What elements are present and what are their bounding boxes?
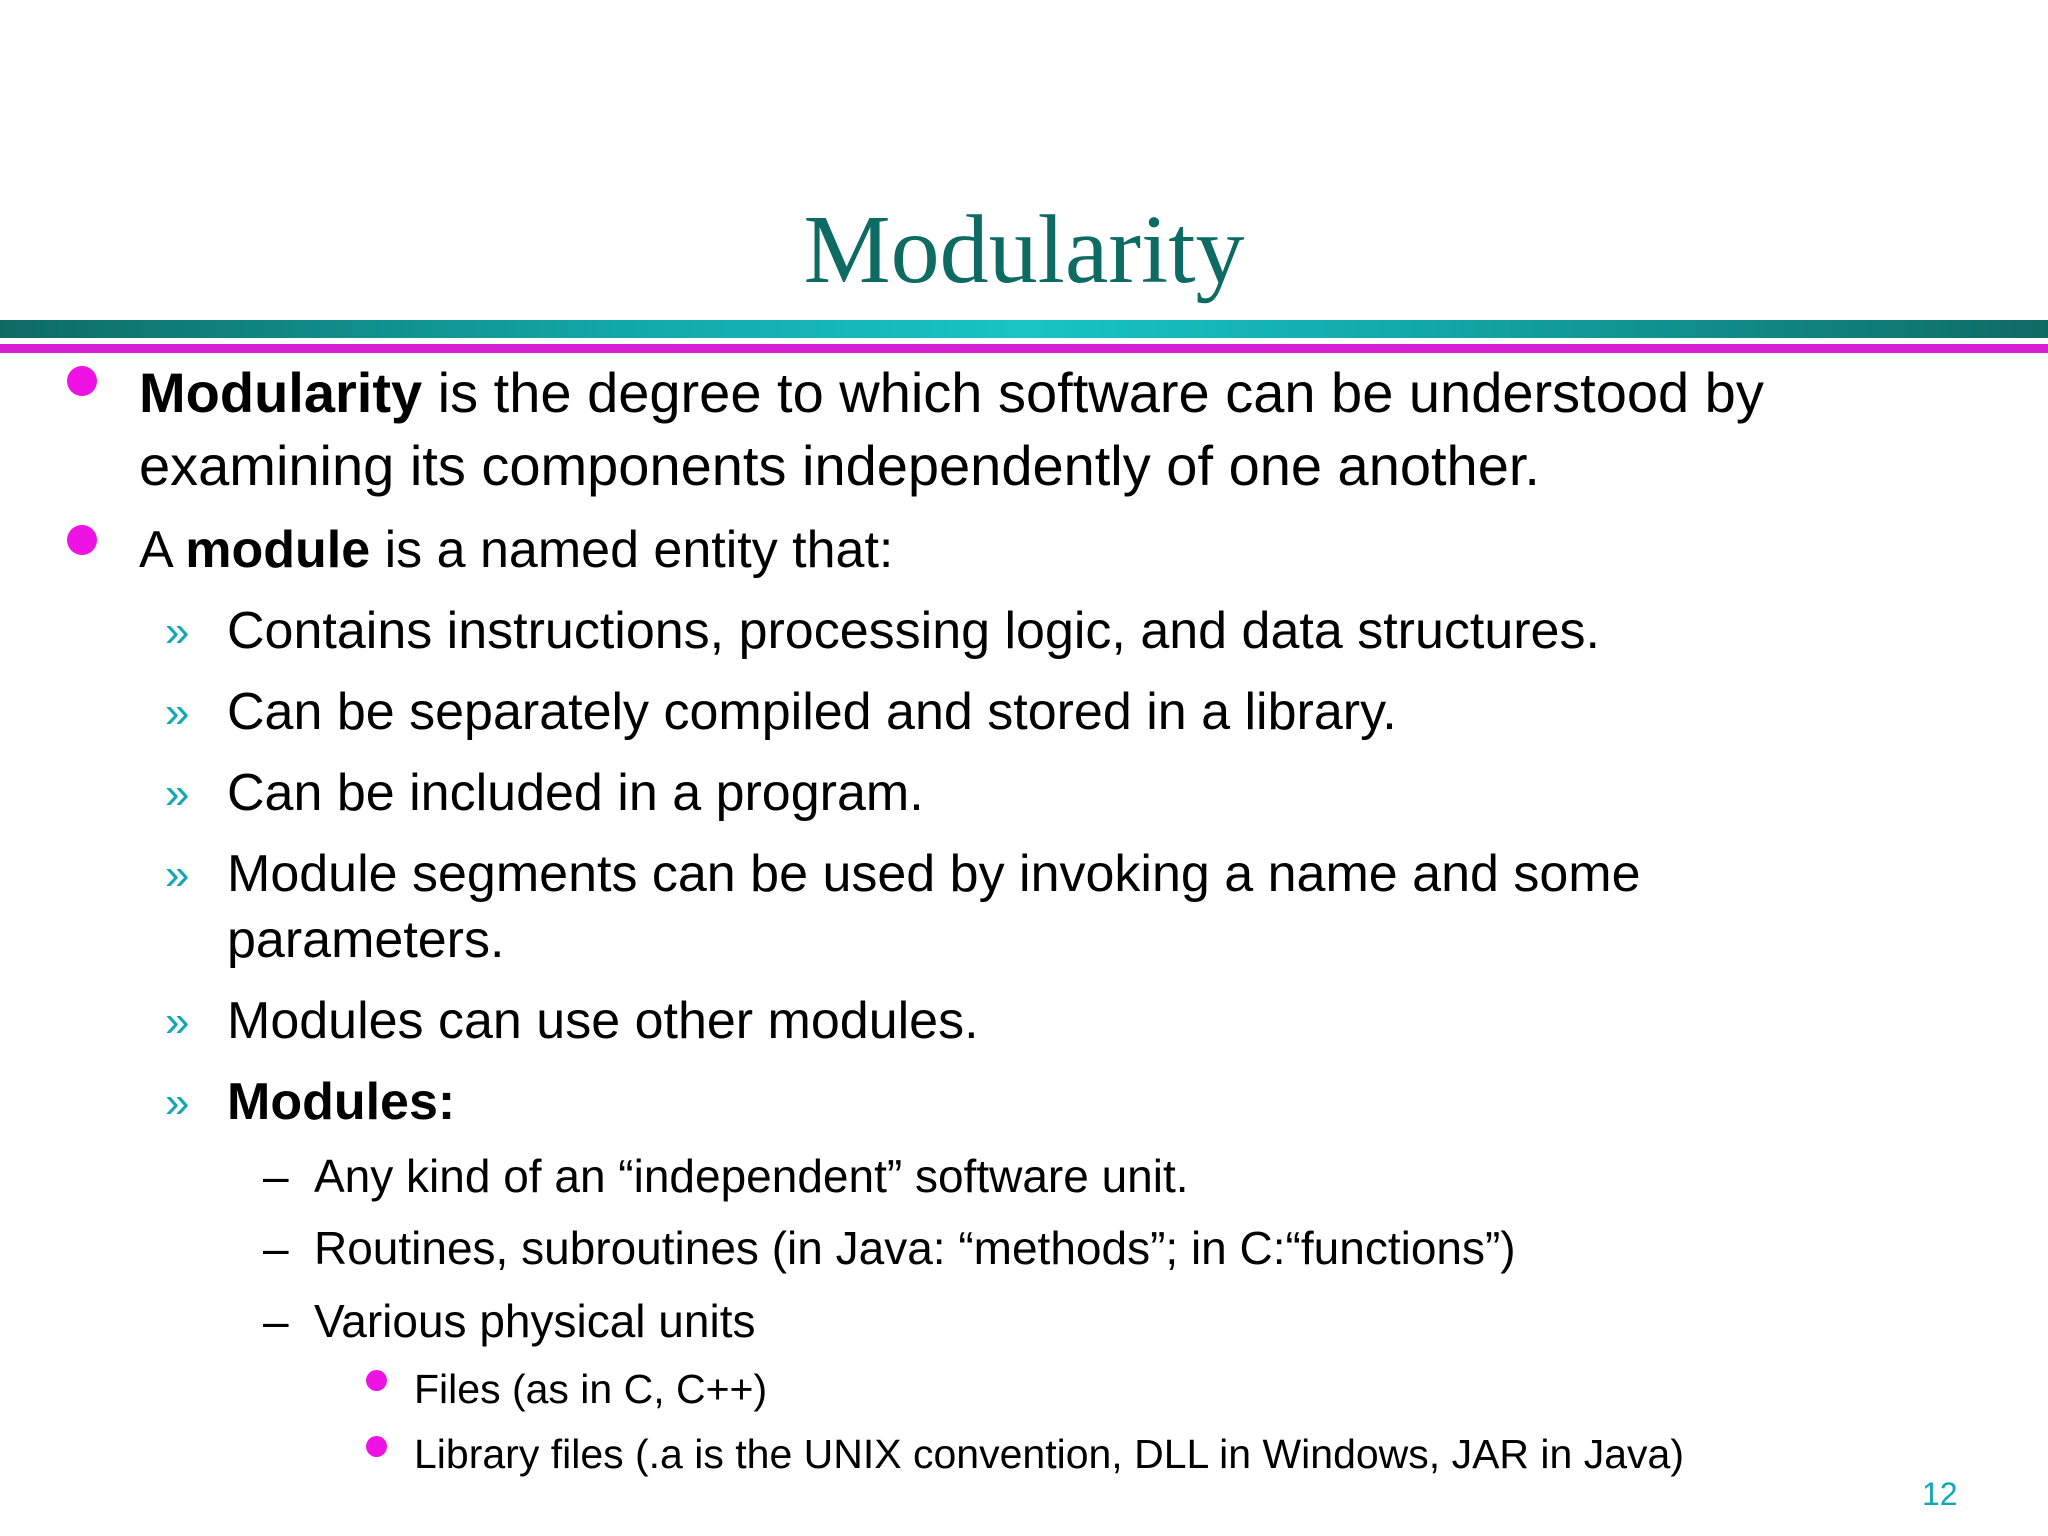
dash-item: Various physical units [314, 1295, 756, 1347]
sub-bullet-marker: » [165, 769, 190, 818]
sub-item: Can be separately compiled and stored in a library. [227, 683, 1397, 741]
page-number: 12 [1922, 1476, 1958, 1512]
bullet-text: is the degree to which software can be understood by [422, 361, 1764, 424]
bullet-dot [67, 525, 97, 555]
sub-bullet-marker: » [165, 1078, 190, 1127]
dash-marker: – [263, 1222, 289, 1274]
unit-item: Library files (.a is the UNIX convention, DLL in Windows, JAR in Java) [414, 1431, 1684, 1477]
bullet-modularity-line1 [139, 360, 1764, 426]
sub-item: Contains instructions, processing logic, and data structures. [227, 602, 1600, 660]
dash-item: Any kind of an “independent” software unit. [314, 1150, 1189, 1202]
bullet-dot [67, 366, 97, 396]
bullet-module-definition [139, 519, 893, 581]
sub-item-modules-heading: Modules: [227, 1073, 456, 1131]
sub-bullet-marker: » [165, 997, 190, 1046]
sub-item: Can be included in a program. [227, 764, 924, 822]
bullet-dot-small [366, 1370, 387, 1391]
term-module: module [185, 521, 371, 579]
sub-item: Modules can use other modules. [227, 992, 979, 1050]
sub-bullet-marker: » [165, 688, 190, 737]
sub-item-continuation: parameters. [227, 911, 505, 969]
bullet-modularity-line2: examining its components independently of one another. [139, 434, 1540, 497]
dash-marker: – [263, 1150, 289, 1202]
dash-marker: – [263, 1295, 289, 1347]
term-modularity: Modularity [139, 361, 423, 424]
sub-item: Module segments can be used by invoking a name and some [227, 845, 1641, 903]
dash-item: Routines, subroutines (in Java: “methods”; in C:“functions”) [314, 1222, 1516, 1274]
bullet-text: A [139, 521, 186, 579]
title-divider-teal [0, 320, 2048, 338]
unit-item: Files (as in C, C++) [414, 1366, 768, 1412]
title-divider-magenta [0, 344, 2048, 353]
sub-bullet-marker: » [165, 850, 190, 899]
bullet-text: is a named entity that: [370, 521, 894, 579]
bullet-dot-small [366, 1436, 387, 1457]
slide-title: Modularity [803, 196, 1245, 304]
sub-bullet-marker: » [165, 607, 190, 656]
